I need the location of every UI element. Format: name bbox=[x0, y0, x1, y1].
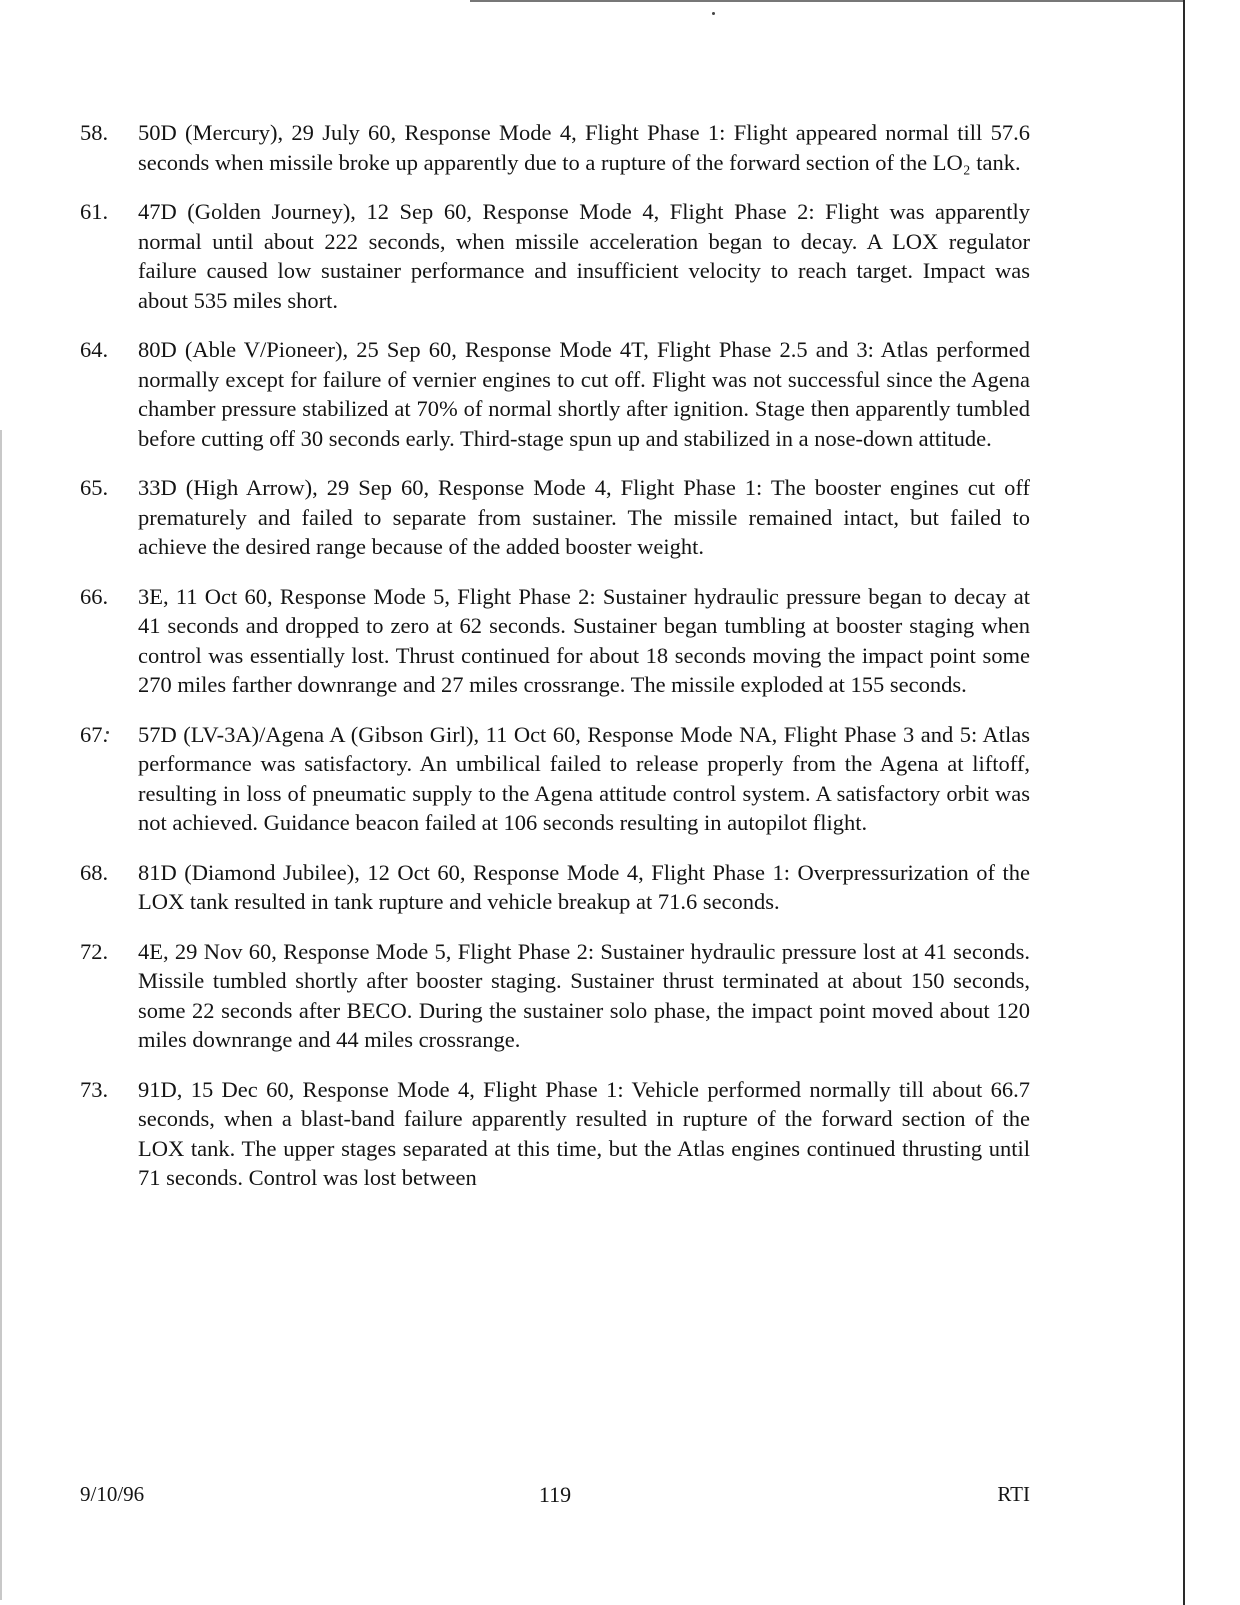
entry-text: 57D (LV-3A)/Agena A (Gibson Girl), 11 Oct 60, Response Mode NA, Flight Phase 3 and 5: Atlas performance was satisfactory. An umbilical failed to release properly from the Agena at liftoff, resulting in loss of pneumatic supply to the Agena attitude control system. A satisfactory orbit was not achieved. Guidance beacon failed at 106 seconds resulting in autopilot flight. bbox=[138, 721, 1030, 835]
entry-number: 65. bbox=[80, 475, 109, 500]
entry-number: 67. bbox=[80, 721, 109, 747]
entry-61 bbox=[80, 197, 1030, 315]
entry-number: 72. bbox=[80, 938, 109, 964]
entry-72 bbox=[80, 937, 1030, 1055]
footer-date: 9/10/96 bbox=[80, 1482, 145, 1506]
failure-entries-list bbox=[80, 118, 1030, 1213]
entry-66 bbox=[80, 582, 1030, 700]
entry-number: 66. bbox=[80, 583, 109, 609]
scan-top-edge bbox=[470, 0, 1185, 2]
entry-number: 64. bbox=[80, 337, 109, 362]
entry-text: 50D (Mercury), 29 July 60, Response Mode 4, Flight Phase 1: Flight appeared normal till 57.6 seconds when missile broke up apparently due to a rupture of the forward section of the LO₂ tank. bbox=[138, 120, 1030, 175]
page-number: 119 bbox=[538, 1482, 572, 1507]
entry-text: 47D (Golden Journey), 12 Sep 60, Response Mode 4, Flight Phase 2: Flight was apparently normal until about 222 seconds, when missile acceleration began to decay. A LOX regulator failure caused low sustainer performance and insufficient velocity to reach target. Impact was about 535 miles short. bbox=[138, 199, 1030, 313]
entry-number: 58. bbox=[80, 120, 109, 145]
entry-text: 4E, 29 Nov 60, Response Mode 5, Flight Phase 2: Sustainer hydraulic pressure lost at 41 seconds. Missile tumbled shortly after booster staging. Sustainer thrust terminated at about 150 seconds, some 22 seconds after BECO. During the sustainer solo phase, the impact point moved about 120 miles downrange and 44 miles crossrange. bbox=[138, 938, 1030, 1052]
scan-speck bbox=[712, 12, 715, 15]
entry-text: 33D (High Arrow), 29 Sep 60, Response Mode 4, Flight Phase 1: The booster engines cut off prematurely and failed to separate from sustainer. The missile remained intact, but failed to achieve the desired range because of the added booster weight. bbox=[138, 475, 1030, 559]
entry-73 bbox=[80, 1075, 1030, 1193]
scan-right-edge bbox=[1183, 0, 1185, 1605]
entry-number: 68. bbox=[80, 859, 109, 885]
entry-number: 73. bbox=[80, 1076, 109, 1102]
scan-left-edge bbox=[0, 430, 2, 1600]
entry-68 bbox=[80, 858, 1030, 917]
entry-text: 80D (Able V/Pioneer), 25 Sep 60, Response Mode 4T, Flight Phase 2.5 and 3: Atlas performed normally except for failure of vernier engines to cut off. Flight was not successful since the Agena chamber pressure stabilized at 70% of normal shortly after ignition. Stage then apparently tumbled before cutting off 30 seconds early. Third-stage spun up and stabilized in a nose-down attitude. bbox=[138, 337, 1030, 451]
entry-text: 81D (Diamond Jubilee), 12 Oct 60, Response Mode 4, Flight Phase 1: Overpressurization of the LOX tank resulted in tank rupture and vehicle breakup at 71.6 seconds. bbox=[138, 859, 1030, 914]
entry-text: 91D, 15 Dec 60, Response Mode 4, Flight Phase 1: Vehicle performed normally till about 66.7 seconds, when a blast-band failure apparently resulted in rupture of the forward section of the LOX tank. The upper stages separated at this time, but the Atlas engines continued thrusting until 71 seconds. Control was lost between bbox=[138, 1076, 1030, 1190]
entry-65 bbox=[80, 473, 1030, 562]
entry-number: 61. bbox=[80, 199, 109, 224]
footer-organization: RTI bbox=[997, 1482, 1030, 1506]
entry-text: 3E, 11 Oct 60, Response Mode 5, Flight Phase 2: Sustainer hydraulic pressure began to decay at 41 seconds and dropped to zero at 62 seconds. Sustainer began tumbling at booster staging when control was essentially lost. Thrust continued for about 18 seconds moving the impact point some 270 miles farther downrange and 27 miles crossrange. The missile exploded at 155 seconds. bbox=[138, 583, 1030, 697]
entry-58 bbox=[80, 118, 1030, 177]
entry-64 bbox=[80, 335, 1030, 453]
entry-67 bbox=[80, 720, 1030, 838]
